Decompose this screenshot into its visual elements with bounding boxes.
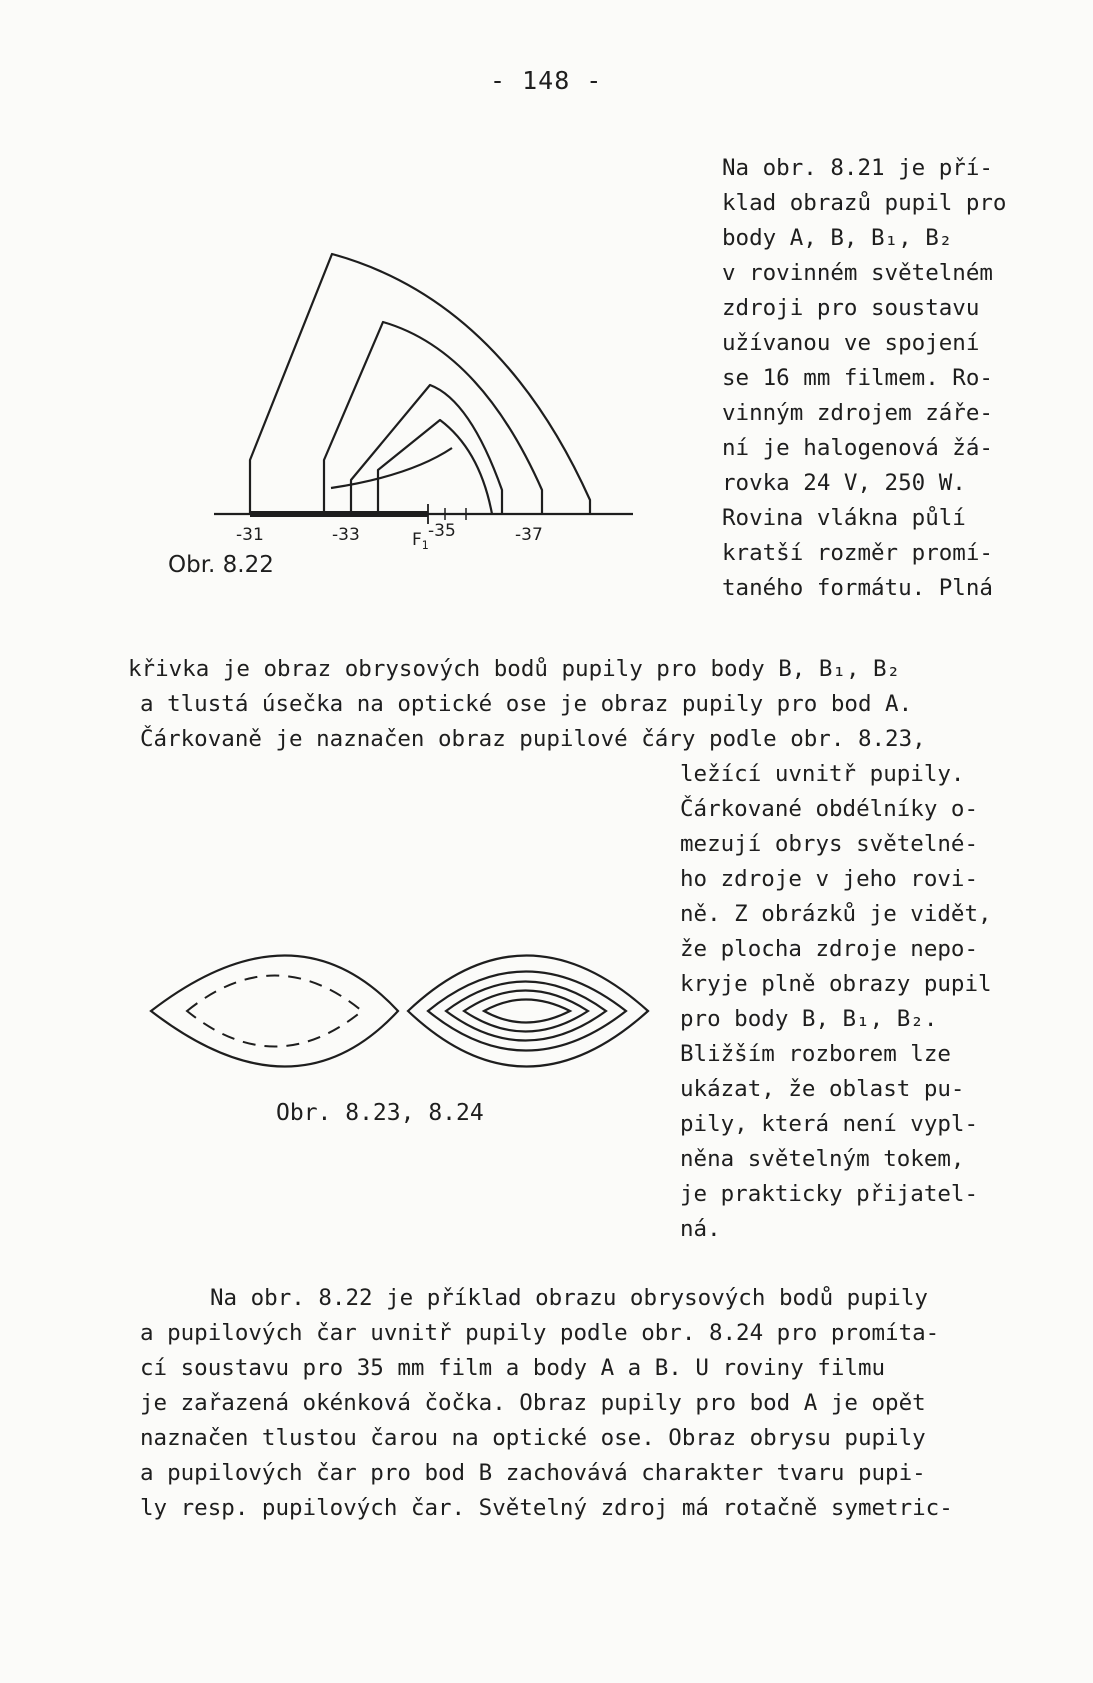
lens-nested-2 [428,972,626,1051]
axis-label: -31 [236,525,264,545]
text-line: se 16 mm filmem. Ro- [722,365,993,391]
text-line: zdroji pro soustavu [722,295,980,321]
page-number: - 148 - [490,66,603,95]
lens-nested-5 [484,1000,570,1023]
pupil-curve-inner [378,420,492,514]
text-line: ho zdroje v jeho rovi- [680,866,979,892]
text-line: naznačen tlustou čarou na optické ose. Obraz obrysu pupily [140,1425,926,1451]
text-line: kryje plně obrazy pupil [680,971,992,997]
figure-caption: Obr. 8.22 [168,552,274,578]
text-line: Bližším rozborem lze [680,1041,951,1067]
text-line: pily, která není vypl- [680,1111,979,1137]
axis-label: -35 [428,521,456,541]
text-line: taného formátu. Plná [722,575,993,601]
text-line: klad obrazů pupil pro [722,190,1007,216]
text-line: že plocha zdroje nepo- [680,936,979,962]
text-line: a pupilových čar uvnitř pupily podle obr. 8.24 pro promíta- [140,1320,940,1346]
lens-nested-1 [408,956,648,1067]
text-line: křivka je obraz obrysových bodů pupily pro body B, B₁, B₂ [128,656,901,682]
text-line: kratší rozměr promí- [722,540,993,566]
pupil-curve-3 [351,385,502,514]
axis-label: -33 [332,525,360,545]
text-line: cí soustavu pro 35 mm film a body A a B. U roviny filmu [140,1355,886,1381]
text-line: Čárkované obdélníky o- [680,796,979,822]
text-line: ní je halogenová žá- [722,435,993,461]
axis-label: -37 [515,525,543,545]
figure-caption: Obr. 8.23, 8.24 [276,1100,484,1126]
text-line: pro body B, B₁, B₂. [680,1006,938,1032]
pupil-curve-outer [250,254,590,514]
text-line: je prakticky přijatel- [680,1181,979,1207]
pupil-line [331,448,452,488]
lens-nested-3 [446,982,606,1041]
text-line: Čárkovaně je naznačen obraz pupilové čáry podle obr. 8.23, [140,726,926,752]
text-line: ly resp. pupilových čar. Světelný zdroj má rotačně symetric- [140,1495,953,1521]
text-line: je zařazená okénková čočka. Obraz pupily pro bod A je opět [140,1390,926,1416]
text-line: vinným zdrojem záře- [722,400,993,426]
text-line: Na obr. 8.21 je pří- [722,155,993,181]
text-line: mezují obrys světelné- [680,831,979,857]
text-line: v rovinném světelném [722,260,993,286]
text-line: Na obr. 8.22 je příklad obrazu obrysových bodů pupily [210,1285,928,1311]
pupil-curve-2 [324,322,542,514]
text-line: a pupilových čar pro bod B zachovává charakter tvaru pupi- [140,1460,926,1486]
text-line: a tlustá úsečka na optické ose je obraz pupily pro bod A. [140,691,913,717]
text-line: ná. [680,1216,721,1242]
text-line: užívanou ve spojení [722,330,980,356]
text-line: ležící uvnitř pupily. [680,761,965,787]
pupil-line-dashed [187,976,362,1047]
text-line: ukázat, že oblast pu- [680,1076,965,1102]
text-line: rovka 24 V, 250 W. [722,470,966,496]
text-line: Rovina vlákna půlí [722,505,966,531]
lens-outer [151,956,398,1067]
text-line: ně. Z obrázků je vidět, [680,901,992,927]
axis-label-focus: $F_1$ [412,530,429,552]
text-line: body A, B, B₁, B₂ [722,225,953,251]
lens-nested-4 [464,991,588,1032]
text-line: něna světelným tokem, [680,1146,965,1172]
